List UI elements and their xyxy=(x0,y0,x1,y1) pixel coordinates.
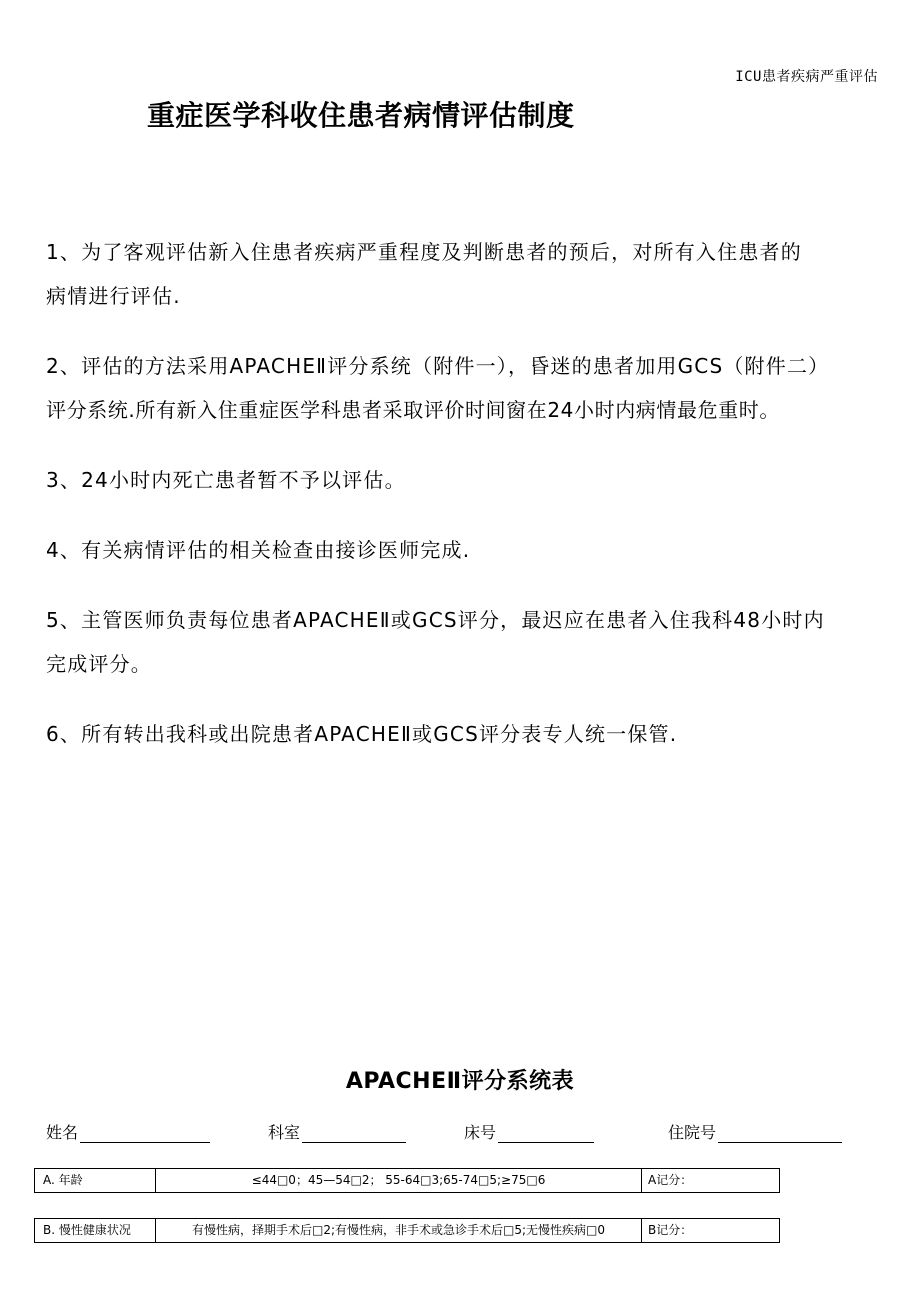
rule-line: 4、有关病情评估的相关检查由接诊医师完成. xyxy=(46,538,471,562)
rule-line: 2、评估的方法采用APACHEⅡ评分系统（附件一），昏迷的患者加用GCS（附件二） xyxy=(46,354,830,378)
name-label: 姓名 xyxy=(46,1123,79,1142)
admission-number-underline[interactable] xyxy=(718,1124,842,1143)
rule-item xyxy=(46,712,882,756)
row-score[interactable]: B记分： xyxy=(648,1223,693,1237)
rule-line: 3、24小时内死亡患者暂不予以评估。 xyxy=(46,468,406,492)
row-label: B. 慢性健康状况 xyxy=(35,1219,156,1242)
rule-item xyxy=(46,528,882,572)
name-underline[interactable] xyxy=(80,1124,210,1143)
running-header: ICU患者疾病严重评估 xyxy=(735,69,878,85)
score-row-age xyxy=(34,1168,780,1193)
department-label: 科室 xyxy=(268,1123,301,1142)
bed-number-field[interactable] xyxy=(464,1120,594,1143)
patient-info-row xyxy=(46,1120,866,1146)
rule-item xyxy=(46,598,882,686)
rule-line: 评分系统.所有新入住重症医学科患者采取评价时间窗在24小时内病情最危重时。 xyxy=(46,398,781,422)
document-title: 重症医学科收住患者病情评估制度 xyxy=(147,99,575,132)
apache-table-title: APACHEⅡ评分系统表 xyxy=(345,1069,575,1094)
rule-line: 1、为了客观评估新入住患者疾病严重程度及判断患者的预后，对所有入住患者的 xyxy=(46,240,802,264)
rule-line: 5、主管医师负责每位患者APACHEⅡ或GCS评分，最迟应在患者入住我科48小时内 xyxy=(46,608,825,632)
rule-line: 完成评分。 xyxy=(46,652,152,676)
bed-number-label: 床号 xyxy=(464,1123,497,1142)
department-field[interactable] xyxy=(268,1120,406,1143)
admission-number-label: 住院号 xyxy=(668,1123,717,1142)
row-label: A. 年龄 xyxy=(35,1169,156,1192)
rule-item xyxy=(46,344,882,432)
rule-item xyxy=(46,458,882,502)
department-underline[interactable] xyxy=(302,1124,406,1143)
name-field[interactable] xyxy=(46,1120,210,1143)
row-score[interactable]: A记分： xyxy=(648,1173,693,1187)
score-row-chronic-health xyxy=(34,1218,780,1243)
rule-line: 病情进行评估. xyxy=(46,284,181,308)
bed-number-underline[interactable] xyxy=(498,1124,594,1143)
row-options[interactable]: ≤44□0；45—54□2； 55-64□3;65-74□5;≥75□6 xyxy=(156,1169,642,1192)
rule-line: 6、所有转出我科或出院患者APACHEⅡ或GCS评分表专人统一保管. xyxy=(46,722,678,746)
row-options[interactable]: 有慢性病，择期手术后□2;有慢性病，非手术或急诊手术后□5;无慢性疾病□0 xyxy=(156,1219,642,1242)
rule-item xyxy=(46,230,882,318)
rules-list xyxy=(46,230,882,756)
admission-number-field[interactable] xyxy=(668,1120,842,1143)
